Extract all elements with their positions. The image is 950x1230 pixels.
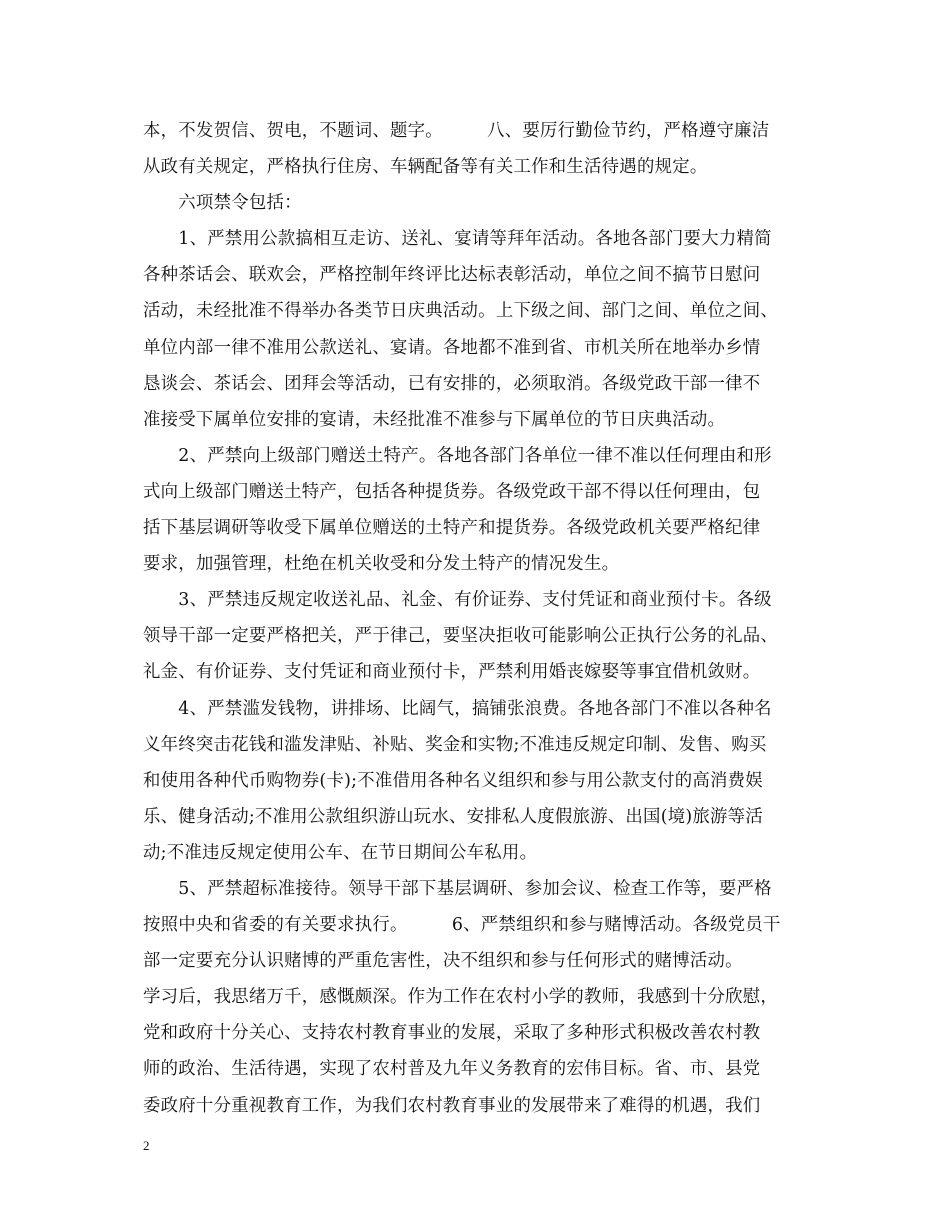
text-line: 动;不准违反规定使用公车、在节日期间公车私用。 <box>143 842 538 863</box>
text-line: 括下基层调研等收受下属单位赠送的土特产和提货券。各级党政机关要严格纪律 <box>143 518 761 539</box>
text-line: 1、严禁用公款搞相互走访、送礼、宴请等拜年活动。各地各部门要大力精简 <box>143 229 772 250</box>
text-line: 恳谈会、茶话会、团拜会等活动，已有安排的，必须取消。各级党政干部一律不 <box>143 373 761 394</box>
text-line: 按照中央和省委的有关要求执行。 6、严禁组织和参与赌博活动。各级党员干 <box>143 915 781 936</box>
text-line: 师的政治、生活待遇，实现了农村普及九年义务教育的宏伟目标。省、市、县党 <box>143 1059 761 1080</box>
body-text <box>143 113 813 1124</box>
text-line: 礼金、有价证券、支付凭证和商业预付卡，严禁利用婚丧嫁娶等事宜借机敛财。 <box>143 662 761 683</box>
text-line: 乐、健身活动;不准用公款组织游山玩水、安排私人度假旅游、出国(境)旅游等活 <box>143 806 763 827</box>
text-line: 领导干部一定要严格把关，严于律己，要坚决拒收可能影响公正执行公务的礼品、 <box>143 626 779 647</box>
text-line: 从政有关规定，严格执行住房、车辆配备等有关工作和生活待遇的规定。 <box>143 157 708 178</box>
text-line: 委政府十分重视教育工作，为我们农村教育事业的发展带来了难得的机遇，我们 <box>143 1095 761 1116</box>
text-line: 式向上级部门赠送土特产，包括各种提货券。各级党政干部不得以任何理由，包 <box>143 481 761 502</box>
text-line: 2、严禁向上级部门赠送土特产。各地各部门各单位一律不准以任何理由和形 <box>143 445 772 466</box>
text-line: 六项禁令包括： <box>143 193 302 214</box>
text-line: 活动，未经批准不得举办各类节日庆典活动。上下级之间、部门之间、单位之间、 <box>143 301 779 322</box>
text-line: 3、严禁违反规定收送礼品、礼金、有价证券、支付凭证和商业预付卡。各级 <box>143 590 772 611</box>
text-line: 单位内部一律不准用公款送礼、宴请。各地都不准到省、市机关所在地举办乡情 <box>143 337 761 358</box>
text-line: 学习后，我思绪万千，感慨颇深。作为工作在农村小学的教师，我感到十分欣慰， <box>143 987 779 1008</box>
text-line: 党和政府十分关心、支持农村教育事业的发展，采取了多种形式积极改善农村教 <box>143 1023 761 1044</box>
text-line: 5、严禁超标准接待。领导干部下基层调研、参加会议、检查工作等，要严格 <box>143 878 772 899</box>
text-line: 准接受下属单位安排的宴请，未经批准不准参与下属单位的节日庆典活动。 <box>143 409 726 430</box>
text-line: 4、严禁滥发钱物，讲排场、比阔气，搞铺张浪费。各地各部门不准以各种名 <box>143 698 772 719</box>
page-number: 2 <box>143 1138 150 1153</box>
text-line: 和使用各种代币购物券(卡);不准借用各种名义组织和参与用公款支付的高消费娱 <box>143 770 763 791</box>
text-line: 本，不发贺信、贺电，不题词、题字。 八、要厉行勤俭节约，严格遵守廉洁 <box>143 121 770 141</box>
text-line: 义年终突击花钱和滥发津贴、补贴、奖金和实物;不准违反规定印制、发售、购买 <box>143 734 767 755</box>
text-line: 各种茶话会、联欢会，严格控制年终评比达标表彰活动，单位之间不搞节日慰问 <box>143 265 761 286</box>
text-line: 要求，加强管理，杜绝在机关收受和分发土特产的情况发生。 <box>143 554 620 575</box>
text-line: 部一定要充分认识赌博的严重危害性，决不组织和参与任何形式的赌博活动。 <box>143 951 743 972</box>
